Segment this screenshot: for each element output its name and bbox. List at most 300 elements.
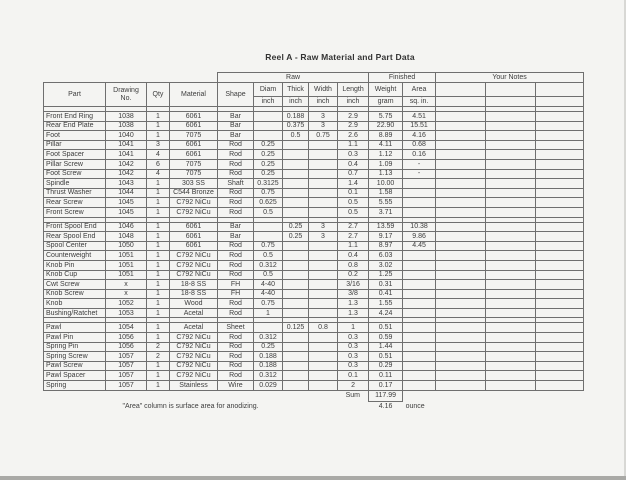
group-header-row [44,73,584,83]
cell-drawing_no: 1045 [106,198,147,208]
cell-area [403,260,436,270]
cell-thick: 0.375 [283,121,309,131]
cell-shape: Rod [218,361,254,371]
cell-diam [254,131,283,141]
cell-length: 1.1 [338,241,369,251]
cell-weight: 3.02 [369,260,403,270]
note-cell [436,342,486,352]
cell-area [403,308,436,318]
cell-qty: 1 [147,280,170,290]
note-cell [486,169,536,179]
cell-shape: Bar [218,131,254,141]
note-cell [436,270,486,280]
cell-width [309,270,338,280]
cell-weight: 0.29 [369,361,403,371]
cell-area: - [403,169,436,179]
note-cell [486,280,536,290]
cell-qty: 4 [147,169,170,179]
col-header-weight: Weight [369,83,403,97]
unit-weight: gram [369,97,403,107]
table-row [44,222,584,232]
note-cell [536,280,584,290]
cell-shape: FH [218,280,254,290]
cell-shape: Bar [218,232,254,242]
cell-width [309,188,338,198]
cell-weight: 0.51 [369,323,403,333]
cell-qty: 4 [147,150,170,160]
cell-material: 7075 [170,169,218,179]
cell-qty: 1 [147,188,170,198]
table-row [44,251,584,261]
cell-length: 0.5 [338,207,369,217]
cell-drawing_no: 1053 [106,308,147,318]
cell-length: 0.2 [338,270,369,280]
cell-thick [283,188,309,198]
note-cell [536,333,584,343]
table-row [44,270,584,280]
cell-diam: 0.3125 [254,179,283,189]
cell-material: 6061 [170,140,218,150]
cell-width [309,198,338,208]
cell-drawing_no: x [106,289,147,299]
cell-length: 0.3 [338,342,369,352]
cell-width [309,241,338,251]
cell-shape: Shaft [218,179,254,189]
cell-area [403,251,436,261]
cell-part: Rear End Plate [44,121,106,131]
cell-length: 0.3 [338,150,369,160]
note-cell [536,97,584,107]
cell-weight: 3.71 [369,207,403,217]
cell-area: 0.68 [403,140,436,150]
table-row [44,280,584,290]
cell-material: Stainless [170,381,218,391]
cell-length: 2.7 [338,232,369,242]
cell-area [403,198,436,208]
cell-width: 0.75 [309,131,338,141]
note-cell [486,97,536,107]
note-cell [486,131,536,141]
cell-shape: Rod [218,251,254,261]
cell-diam: 0.75 [254,241,283,251]
sum-row [44,390,584,401]
table-row [44,131,584,141]
table-row [44,289,584,299]
sum-weight-total: 117.99 [369,390,403,401]
cell-shape: Rod [218,352,254,362]
cell-weight: 8.89 [369,131,403,141]
cell-length: 2.9 [338,112,369,122]
cell-diam: 4-40 [254,280,283,290]
cell-material: Acetal [170,323,218,333]
parts-table [43,72,584,412]
note-cell [536,361,584,371]
cell-width [309,150,338,160]
cell-qty: 1 [147,371,170,381]
table-row [44,207,584,217]
cell-weight: 1.09 [369,159,403,169]
cell-qty: 1 [147,121,170,131]
cell-thick [283,289,309,299]
note-cell [436,179,486,189]
cell-qty: 1 [147,260,170,270]
cell-material: C544 Bronze [170,188,218,198]
cell-shape: Rod [218,308,254,318]
table-row [44,198,584,208]
cell-qty: 1 [147,251,170,261]
col-header-thick: Thick [283,83,309,97]
cell-part: Pawl Spacer [44,371,106,381]
cell-length: 1 [338,323,369,333]
cell-diam: 0.5 [254,251,283,261]
cell-area [403,188,436,198]
cell-diam: 4-40 [254,289,283,299]
cell-weight: 1.55 [369,299,403,309]
table-row [44,121,584,131]
cell-weight: 1.58 [369,188,403,198]
cell-thick [283,333,309,343]
cell-width [309,169,338,179]
note-cell [436,232,486,242]
cell-weight: 0.51 [369,352,403,362]
cell-length: 0.4 [338,251,369,261]
cell-part: Front Screw [44,207,106,217]
cell-diam: 0.25 [254,159,283,169]
cell-shape: Rod [218,270,254,280]
cell-part: Thrust Washer [44,188,106,198]
cell-drawing_no: 1057 [106,352,147,362]
cell-diam: 0.75 [254,188,283,198]
note-cell [436,251,486,261]
cell-weight: 1.12 [369,150,403,160]
table-row [44,140,584,150]
cell-area [403,179,436,189]
cell-length: 0.5 [338,198,369,208]
cell-thick: 0.5 [283,131,309,141]
cell-thick [283,140,309,150]
cell-material: 6061 [170,112,218,122]
note-cell [536,352,584,362]
cell-shape: FH [218,289,254,299]
cell-part: Knob Screw [44,289,106,299]
cell-diam [254,232,283,242]
cell-length: 0.4 [338,159,369,169]
group-header-spacer [44,73,218,83]
cell-qty: 1 [147,333,170,343]
cell-shape: Rod [218,241,254,251]
cell-weight: 1.44 [369,342,403,352]
cell-diam [254,112,283,122]
note-cell [436,361,486,371]
cell-area [403,342,436,352]
cell-thick: 0.125 [283,323,309,333]
cell-area [403,352,436,362]
note-cell [436,188,486,198]
cell-area: 4.45 [403,241,436,251]
cell-shape: Rod [218,333,254,343]
note-cell [486,112,536,122]
table-row [44,361,584,371]
note-cell [436,381,486,391]
note-cell [536,121,584,131]
ounce-row [44,401,584,412]
cell-length: 0.1 [338,371,369,381]
cell-material: C792 NiCu [170,270,218,280]
cell-part: Foot Spacer [44,150,106,160]
note-cell [536,159,584,169]
cell-thick [283,207,309,217]
table-row [44,299,584,309]
note-cell [536,179,584,189]
note-cell [436,260,486,270]
cell-diam: 0.25 [254,150,283,160]
cell-drawing_no: 1051 [106,270,147,280]
cell-material: C792 NiCu [170,198,218,208]
note-cell [486,207,536,217]
note-cell [436,207,486,217]
note-cell [436,97,486,107]
cell-width [309,260,338,270]
col-header-diam: Diam [254,83,283,97]
cell-part: Pawl Pin [44,333,106,343]
cell-drawing_no: 1048 [106,232,147,242]
cell-qty: 1 [147,299,170,309]
note-cell [536,222,584,232]
cell-shape: Rod [218,198,254,208]
note-cell [486,159,536,169]
cell-length: 2.7 [338,222,369,232]
cell-length: 1.3 [338,308,369,318]
cell-shape: Bar [218,222,254,232]
note-cell [486,342,536,352]
cell-qty: 1 [147,361,170,371]
note-cell [536,112,584,122]
cell-part: Spring Screw [44,352,106,362]
note-cell [486,323,536,333]
note-cell [486,222,536,232]
cell-drawing_no: 1043 [106,179,147,189]
sum-label: Sum [345,392,360,400]
cell-weight: 5.55 [369,198,403,208]
note-cell [486,299,536,309]
note-cell [436,159,486,169]
cell-shape: Rod [218,342,254,352]
note-cell [536,150,584,160]
cell-part: Rear Spool End [44,232,106,242]
cell-qty: 1 [147,198,170,208]
cell-part: Spring Pin [44,342,106,352]
cell-weight: 8.97 [369,241,403,251]
note-cell [436,241,486,251]
note-cell [536,188,584,198]
cell-diam: 0.029 [254,381,283,391]
cell-shape: Rod [218,260,254,270]
ounce-unit-label: ounce [405,402,425,410]
cell-width [309,140,338,150]
cell-qty: 6 [147,159,170,169]
cell-area: 0.16 [403,150,436,160]
note-cell [436,150,486,160]
note-cell [486,333,536,343]
note-cell [536,232,584,242]
cell-width [309,289,338,299]
note-cell [486,241,536,251]
cell-qty: 2 [147,352,170,362]
cell-area [403,323,436,333]
cell-thick [283,299,309,309]
cell-qty: 1 [147,323,170,333]
cell-part: Bushing/Ratchet [44,308,106,318]
cell-material: C792 NiCu [170,352,218,362]
cell-weight: 0.11 [369,371,403,381]
note-cell [486,188,536,198]
cell-weight: 1.13 [369,169,403,179]
cell-drawing_no: 1038 [106,112,147,122]
column-header-row [44,83,584,97]
cell-thick [283,308,309,318]
note-cell [536,308,584,318]
cell-drawing_no: 1054 [106,323,147,333]
note-cell [486,289,536,299]
cell-shape: Rod [218,169,254,179]
cell-part: Pawl [44,323,106,333]
group-raw: Raw [218,73,369,83]
cell-width [309,342,338,352]
cell-drawing_no: x [106,280,147,290]
cell-diam: 0.5 [254,270,283,280]
cell-length: 0.3 [338,361,369,371]
cell-material: C792 NiCu [170,361,218,371]
cell-area: 15.51 [403,121,436,131]
note-cell [536,342,584,352]
cell-width [309,381,338,391]
table-row [44,323,584,333]
cell-shape: Rod [218,299,254,309]
cell-drawing_no: 1050 [106,241,147,251]
cell-qty: 1 [147,232,170,242]
cell-weight: 13.59 [369,222,403,232]
group-your-notes: Your Notes [436,73,584,83]
cell-material: C792 NiCu [170,333,218,343]
cell-part: Front End Ring [44,112,106,122]
cell-qty: 1 [147,131,170,141]
note-cell [536,140,584,150]
cell-area [403,361,436,371]
cell-width: 3 [309,232,338,242]
cell-material: Acetal [170,308,218,318]
cell-weight: 1.25 [369,270,403,280]
cell-qty: 1 [147,179,170,189]
cell-diam [254,121,283,131]
cell-material: 18-8 SS [170,289,218,299]
cell-qty: 1 [147,308,170,318]
unit-diam: inch [254,97,283,107]
table-row [44,342,584,352]
note-cell [536,323,584,333]
cell-weight: 0.59 [369,333,403,343]
note-cell [536,299,584,309]
cell-weight: 10.00 [369,179,403,189]
cell-diam: 0.25 [254,342,283,352]
cell-diam: 0.25 [254,169,283,179]
cell-shape: Rod [218,371,254,381]
cell-thick [283,371,309,381]
cell-qty: 3 [147,140,170,150]
note-cell [536,381,584,391]
note-cell [436,112,486,122]
note-cell [536,270,584,280]
cell-width [309,280,338,290]
cell-material: C792 NiCu [170,260,218,270]
cell-diam: 0.25 [254,140,283,150]
note-cell [486,260,536,270]
cell-diam [254,222,283,232]
cell-thick [283,159,309,169]
cell-thick [283,198,309,208]
note-cell [436,352,486,362]
note-cell [436,289,486,299]
cell-shape: Rod [218,150,254,160]
cell-part: Cwt Screw [44,280,106,290]
table-row [44,169,584,179]
note-cell [486,140,536,150]
cell-length: 2.9 [338,121,369,131]
cell-part: Spindle [44,179,106,189]
note-cell [486,381,536,391]
note-cell [486,121,536,131]
cell-thick [283,260,309,270]
cell-width [309,207,338,217]
cell-material: C792 NiCu [170,371,218,381]
cell-thick [283,241,309,251]
cell-drawing_no: 1051 [106,251,147,261]
cell-drawing_no: 1051 [106,260,147,270]
unit-length: inch [338,97,369,107]
cell-material: C792 NiCu [170,251,218,261]
cell-area [403,289,436,299]
col-header-part: Part [44,83,106,107]
sum-row-spacer [44,390,338,401]
cell-area [403,381,436,391]
table-row [44,179,584,189]
cell-part: Front Spool End [44,222,106,232]
cell-width [309,371,338,381]
cell-material: C792 NiCu [170,207,218,217]
cell-length: 1.4 [338,179,369,189]
cell-shape: Sheet [218,323,254,333]
cell-material: 7075 [170,159,218,169]
cell-area: - [403,159,436,169]
note-cell [536,169,584,179]
cell-drawing_no: 1040 [106,131,147,141]
cell-length: 0.3 [338,352,369,362]
group-finished: Finished [369,73,436,83]
cell-thick: 0.25 [283,232,309,242]
cell-width [309,333,338,343]
note-cell [486,308,536,318]
cell-drawing_no: 1041 [106,140,147,150]
cell-part: Knob [44,299,106,309]
note-cell [536,83,584,97]
note-cell [436,308,486,318]
cell-part: Rear Screw [44,198,106,208]
cell-diam: 0.75 [254,299,283,309]
note-cell [536,371,584,381]
cell-material: 6061 [170,121,218,131]
cell-material: 6061 [170,222,218,232]
cell-length: 0.1 [338,188,369,198]
note-cell [436,222,486,232]
